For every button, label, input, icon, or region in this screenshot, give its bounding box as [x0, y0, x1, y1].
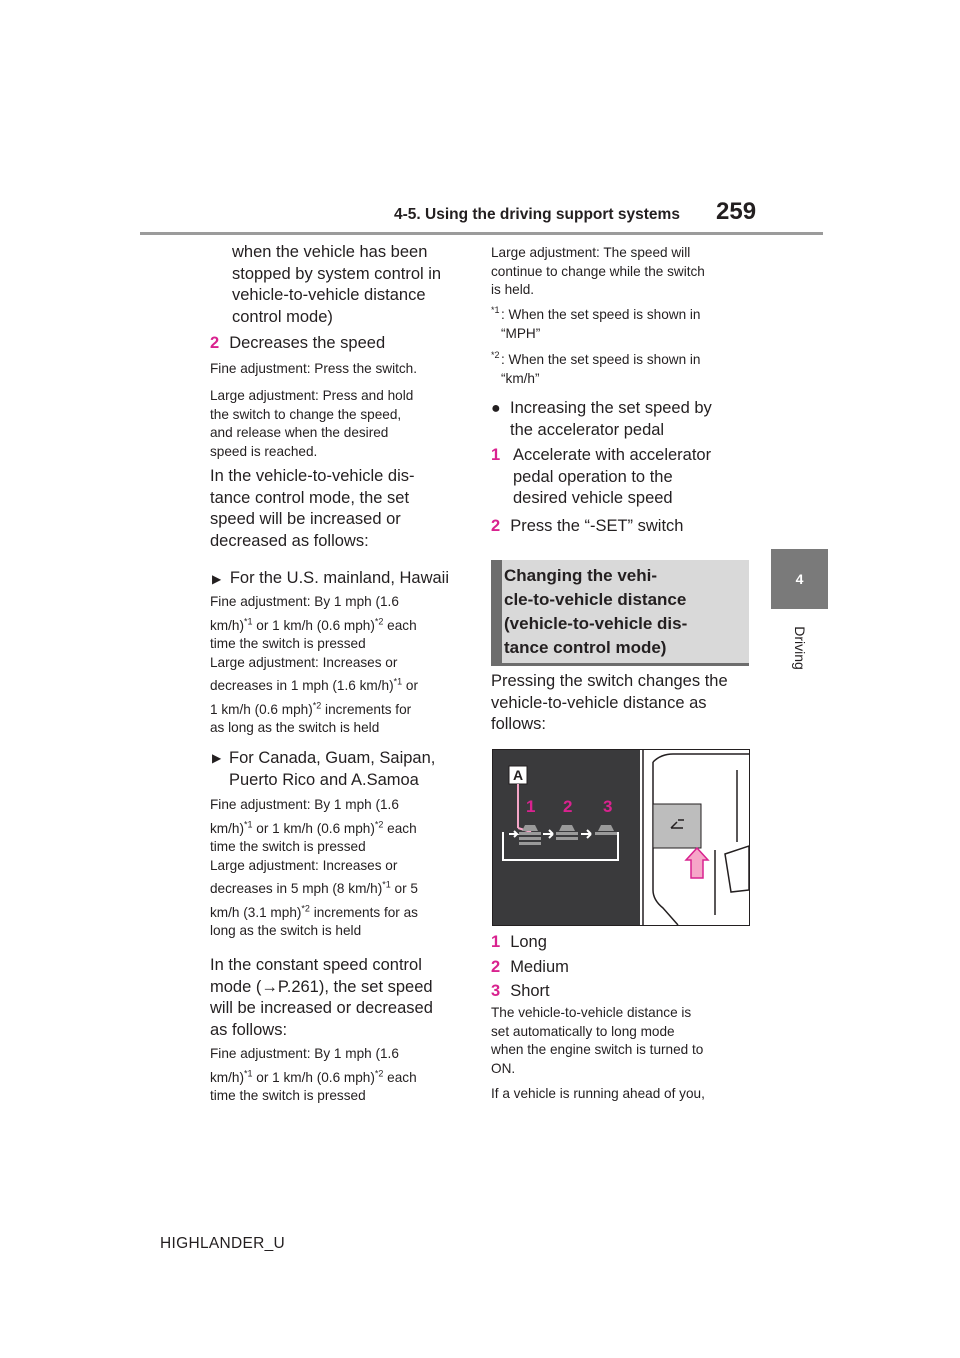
list-item [491, 955, 569, 980]
chapter-label-text: Driving [792, 626, 808, 670]
footnote-1: *1 : When the set speed is shown in “MPH” [491, 306, 701, 343]
step-2 [210, 333, 385, 354]
ca-fine-b1: km/h) [210, 820, 244, 836]
cs-fine-a: Fine adjustment: By 1 mph (1.6 [210, 1046, 399, 1061]
constant-speed-adjustments [210, 1045, 417, 1106]
us-heading-text: For the U.S. mainland, Hawaii [229, 569, 450, 587]
ca-large-b2: or 5 [390, 881, 418, 896]
ca-fine-b2: or 1 km/h (0.6 mph) [252, 820, 375, 836]
step-number: 1 [491, 446, 501, 464]
chapter-label [775, 618, 825, 680]
us-fine-b2: or 1 km/h (0.6 mph) [252, 617, 375, 633]
accelerator-heading [491, 398, 712, 441]
chapter-tab [771, 549, 828, 609]
large-adjustment-continue: Large adjustment: The speed will continue to change while the switch is held. [491, 245, 705, 297]
us-fine-c: time the switch is pressed [210, 636, 366, 651]
section-heading: Changing the vehi- cle-to-vehicle distance (vehicle-to-vehicle dis- tance control mode) [504, 566, 688, 657]
list-number: 3 [491, 982, 501, 1000]
sup-1: *1 [243, 1067, 253, 1078]
accelerator-step-2 [491, 516, 683, 537]
footer-model: HIGHLANDER_U [160, 1235, 286, 1252]
footnote-1-text: : When the set speed is shown in “MPH” [501, 307, 701, 341]
callout-a: A [512, 767, 524, 783]
header-rule [140, 232, 823, 235]
ca-large-b1: decreases in 5 mph (8 km/h) [210, 881, 383, 896]
list-text: Long [510, 933, 547, 951]
auto-long-mode-note: The vehicle-to-vehicle distance is set automatically to long mode when the engine switch is turned to ON. [491, 1005, 704, 1076]
list-item [491, 979, 569, 1004]
list-item [491, 930, 569, 955]
section-title: 4-5. Using the driving support systems [394, 206, 680, 223]
ca-fine-b3: each [383, 820, 417, 836]
distance-intro: Pressing the switch changes the vehicle-to-vehicle distance as follows: [491, 672, 728, 733]
triangle-bullet-icon: ▶ [212, 572, 222, 586]
triangle-bullet-icon: ▶ [212, 751, 222, 765]
ca-large-a: Large adjustment: Increases or [210, 857, 398, 873]
ca-large-c1: km/h (3.1 mph) [210, 904, 302, 920]
canada-heading [212, 748, 435, 791]
sup-1: *1 [243, 818, 253, 829]
list-text: Medium [510, 957, 569, 976]
vehicle-ahead-note: If a vehicle is running ahead of you, [491, 1086, 705, 1101]
us-large-b [210, 677, 418, 696]
us-fine-b3: each [383, 617, 417, 633]
us-fine-b [210, 617, 418, 636]
accelerator-step-1 [491, 445, 711, 510]
sup-2: *2 [312, 699, 322, 710]
sup-2: *2 [374, 615, 384, 626]
fine-adjustment-note: Fine adjustment: Press the switch. [210, 361, 418, 376]
step-text: Press the “-SET” switch [510, 517, 684, 535]
continued-text: when the vehicle has been stopped by system control in vehicle-to-vehicle distance control mode) [232, 243, 442, 326]
accelerator-heading-text: Increasing the set speed by the accelerator pedal [510, 399, 712, 439]
cs-fine-b3: each [383, 1069, 417, 1085]
cs-fine-b2: or 1 km/h (0.6 mph) [252, 1069, 375, 1085]
ca-large-c [210, 904, 418, 923]
distance-mode-paragraph: In the vehicle-to-vehicle dis- tance control mode, the set speed will be increased or decreased as follows: [210, 467, 415, 550]
distance-switch [653, 804, 701, 848]
ca-fine-a: Fine adjustment: By 1 mph (1.6 [210, 797, 399, 812]
distance-switch-figure [492, 749, 750, 926]
us-heading [212, 568, 449, 590]
section-heading-bar [491, 560, 502, 666]
sup-2: *2 [301, 902, 310, 913]
cs-fine-c: time the switch is pressed [210, 1088, 366, 1103]
ca-large-c2: increments for as [309, 904, 418, 920]
step-text: Decreases the speed [229, 334, 386, 352]
list-text: Short [510, 982, 550, 1000]
footnote-2: *2 : When the set speed is shown in “km/h” [491, 351, 701, 388]
sup-2: *2 [374, 1067, 384, 1078]
sup-2: *2 [374, 818, 384, 829]
us-large-b2: or [402, 678, 418, 693]
us-large-a: Large adjustment: Increases or [210, 654, 398, 670]
figure-number-1: 1 [526, 797, 536, 816]
list-number: 1 [491, 933, 501, 951]
step-text: Accelerate with accelerator pedal operation to the desired vehicle speed [513, 446, 712, 507]
footnote-2-text: : When the set speed is shown in “km/h” [501, 352, 701, 386]
step-number: 2 [491, 517, 501, 535]
cs-fine-b [210, 1069, 417, 1088]
page-number: 259 [716, 198, 757, 225]
us-large-c [210, 701, 418, 720]
distance-list [491, 930, 569, 1004]
us-large-c2: increments for [321, 701, 412, 717]
us-fine-a: Fine adjustment: By 1 mph (1.6 [210, 594, 399, 609]
sup-1: *1 [382, 879, 391, 890]
us-fine-b1: km/h) [210, 617, 244, 633]
us-large-b1: decreases in 1 mph (1.6 km/h) [210, 678, 394, 693]
circle-bullet-icon: ● [491, 400, 501, 417]
large-adjustment-note: Large adjustment: Press and hold the switch to change the speed, and release when the desired speed is reached. [210, 388, 414, 459]
sup-1: *1 [393, 676, 403, 687]
canada-adjustments [210, 796, 418, 941]
ca-large-b [210, 880, 418, 899]
canada-heading-text: For Canada, Guam, Saipan, Puerto Rico and A.Samoa [229, 749, 436, 789]
figure-number-3: 3 [603, 797, 613, 816]
ca-fine-c: time the switch is pressed [210, 839, 366, 854]
us-large-c1: 1 km/h (0.6 mph) [210, 701, 313, 717]
us-adjustments [210, 593, 418, 738]
ca-fine-b [210, 820, 418, 839]
constant-speed-paragraph: In the constant speed control mode (→P.261), the set speed will be increased or decreased as follows: [210, 956, 433, 1039]
step-number: 2 [210, 334, 220, 352]
figure-number-2: 2 [563, 797, 573, 816]
ca-large-d: long as the switch is held [210, 923, 362, 938]
list-number: 2 [491, 957, 501, 976]
sup-1: *1 [243, 615, 253, 626]
us-large-d: as long as the switch is held [210, 720, 380, 735]
chapter-number: 4 [795, 571, 804, 587]
cs-fine-b1: km/h) [210, 1069, 244, 1085]
figure-illustration [493, 750, 749, 925]
